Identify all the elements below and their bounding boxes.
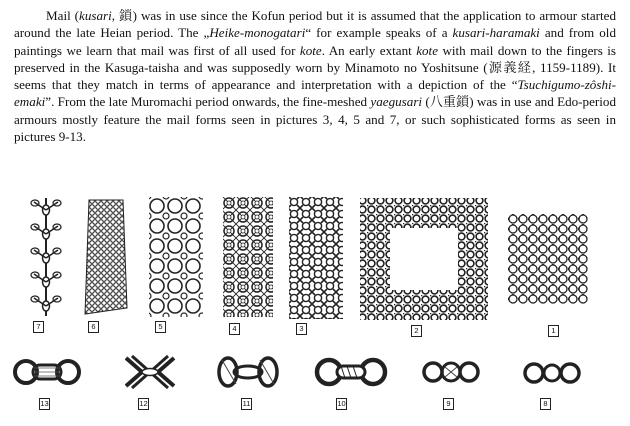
italic-term: kusari xyxy=(79,8,112,23)
text-run: ”. From the late Muromachi period onwards, the fine-meshed xyxy=(45,94,371,110)
mail-pattern-5 xyxy=(148,196,204,318)
mail-pattern-1 xyxy=(508,214,588,306)
italic-term: kote xyxy=(299,42,322,58)
body-paragraph xyxy=(14,7,616,145)
text-run: and from old paintings we learn that mail was first of all used for xyxy=(14,25,616,58)
mail-pattern-2 xyxy=(358,196,490,322)
italic-term: Tsuchigumo-zôshi-emaki xyxy=(14,77,616,110)
mail-link-11 xyxy=(216,352,280,392)
figure-number-box: 10 xyxy=(337,399,346,408)
text-run: with mail down to the fingers is preserved in the Kasuga-taisha and was supposedly worn by Minamoto no Yoshitsune (源義経, 1159-1189). It seems that they match in terms of appearance and interpretation with a depiction of the “ xyxy=(14,42,617,93)
figure-number-box: 5 xyxy=(155,321,166,333)
mail-link-12 xyxy=(122,352,178,392)
italic-term: kote xyxy=(416,42,439,58)
text-run: , 鎖) was in use since the Kofun period but it is assumed that the application to armour started around the late Heian period. The „ xyxy=(14,8,616,41)
text-run: “ for example speaks of a xyxy=(305,25,453,41)
text-run: . An early extant xyxy=(321,42,417,58)
italic-term: Heike-monogatari xyxy=(209,25,306,41)
mail-link-9 xyxy=(421,352,481,392)
mail-pattern-6 xyxy=(83,198,129,316)
italic-term: kusari-haramaki xyxy=(452,25,540,41)
figure-number-box: 6 xyxy=(88,321,99,333)
text-run: Mail ( xyxy=(46,8,80,23)
mail-pattern-4 xyxy=(222,196,274,318)
mail-link-10 xyxy=(313,352,389,392)
figure-number-box: 4 xyxy=(229,323,240,335)
mail-pattern-3 xyxy=(288,196,344,320)
mail-pattern-7 xyxy=(30,198,62,316)
figure-number-box: 2 xyxy=(411,325,422,337)
figure-number-box: 1 xyxy=(548,325,559,337)
text-run: (八重鎖) was in use and Edo-period armours mostly feature the mail forms seen in pictures 3, 4, 5 and 7, or such sophisticated forms as seen in pictures 9-13. xyxy=(14,94,616,145)
figure-number-box: 12 xyxy=(139,399,148,408)
figure-number-box: 9 xyxy=(443,398,454,410)
italic-term: yaegusari xyxy=(370,94,423,110)
figure-number-box: 13 xyxy=(40,399,49,408)
figure-number-box: 8 xyxy=(540,398,551,410)
figure-number-box: 7 xyxy=(33,321,44,333)
mail-link-8 xyxy=(522,354,582,392)
figure-number-box: 3 xyxy=(296,323,307,335)
figure-number-box: 11 xyxy=(242,399,251,408)
mail-link-13 xyxy=(12,352,82,392)
